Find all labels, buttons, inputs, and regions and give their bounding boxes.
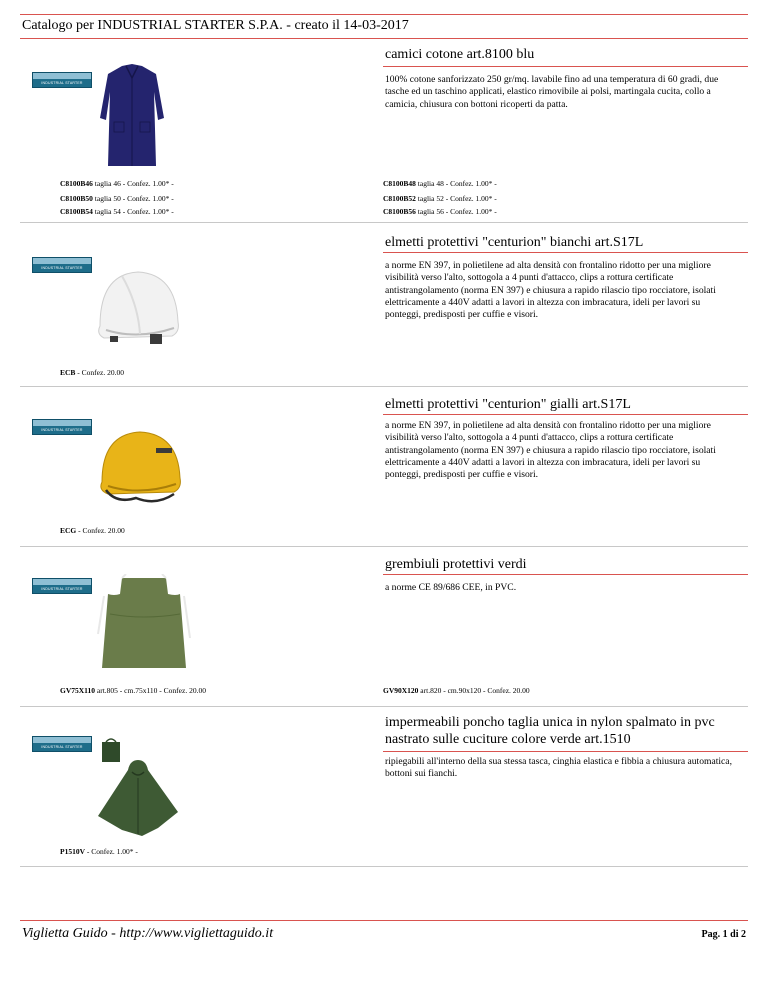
title-rule: [383, 66, 748, 67]
product-title: grembiuli protettivi verdi: [385, 557, 527, 572]
brand-logo: INDUSTRIAL STARTER: [32, 419, 92, 435]
product-description: ripiegabili all'interno della sua stessa tasca, cinghia elastica e fibbia a chiusura automatica, bottoni sui fianchi.: [385, 756, 732, 780]
product-separator: [20, 546, 748, 547]
page-header: [20, 14, 748, 39]
title-rule: [383, 252, 748, 253]
variant-entry: C8100B50 taglia 50 - Confez. 1.00* -: [60, 194, 174, 203]
product-description: a norme EN 397, in polietilene ad alta densità con frontalino ridotto per una migliore visibilità verso l'alto, sottogola a 4 punti d'attacco, clips a rottura certificate antistrangolamento (norma EN 397) e chiusura a rapido rilascio tipo rocciatore, isolati elettricamente a 440V adatti a lavori in altezza con imbracatura, ideli per lavori su ponteggi, predisposti per cuffie e visori.: [385, 420, 716, 481]
product-separator: [20, 866, 748, 867]
brand-logo: INDUSTRIAL STARTER: [32, 72, 92, 88]
brand-logo: INDUSTRIAL STARTER: [32, 736, 92, 752]
product-image-green-apron: [96, 574, 192, 670]
variant-entry: GV75X110 art.805 - cm.75x110 - Confez. 20.00: [60, 686, 206, 695]
variant-entry: ECG - Confez. 20.00: [60, 526, 125, 535]
page-number: Pag. 1 di 2: [701, 929, 746, 940]
catalog-title: Catalogo per INDUSTRIAL STARTER S.P.A. - creato il 14-03-2017: [22, 18, 409, 33]
product-title: camici cotone art.8100 blu: [385, 47, 535, 62]
product-image-white-helmet: [92, 264, 184, 354]
variant-entry: C8100B48 taglia 48 - Confez. 1.00* -: [383, 179, 497, 188]
brand-logo: INDUSTRIAL STARTER: [32, 257, 92, 273]
variant-entry: GV90X120 art.820 - cm.90x120 - Confez. 20.00: [383, 686, 530, 695]
product-title: elmetti protettivi "centurion" gialli art.S17L: [385, 397, 631, 412]
header-bottom-rule: [20, 38, 748, 39]
title-rule: [383, 751, 748, 752]
variant-entry: C8100B52 taglia 52 - Confez. 1.00* -: [383, 194, 497, 203]
product-image-lab-coat: [96, 62, 168, 168]
variant-entry: C8100B54 taglia 54 - Confez. 1.00* -: [60, 207, 174, 216]
product-description: a norme EN 397, in polietilene ad alta densità con frontalino ridotto per una migliore visibilità verso l'alto, sottogola a 4 punti d'attacco, clips a rottura certificate antistrangolamento (norma EN 397) e chiusura a rapido rilascio tipo rocciatore, isolati elettricamente a 440V adatti a lavori in altezza con imbracatura, ideli per lavori su ponteggi, predisposti per cuffie e visori.: [385, 260, 716, 321]
footer-author: Viglietta Guido - http://www.vigliettaguido.it: [22, 926, 274, 941]
title-rule: [383, 574, 748, 575]
product-separator: [20, 706, 748, 707]
variant-entry: ECB - Confez. 20.00: [60, 368, 124, 377]
product-title: elmetti protettivi "centurion" bianchi art.S17L: [385, 235, 644, 250]
product-description: 100% cotone sanforizzato 250 gr/mq. lavabile fino ad una temperatura di 60 gradi, due tasche ed un taschino applicati, elastico rimovibile ai polsi, martingala cucita, collo a camicia, chiusura con bottoni ricoperti da patta.: [385, 74, 719, 110]
brand-logo: INDUSTRIAL STARTER: [32, 578, 92, 594]
product-title: impermeabili poncho taglia unica in nylon spalmato in pvc nastrato sulle cuciture colore verde art.1510: [385, 715, 715, 747]
product-separator: [20, 386, 748, 387]
variant-entry: C8100B56 taglia 56 - Confez. 1.00* -: [383, 207, 497, 216]
footer-rule: [20, 920, 748, 921]
product-image-yellow-helmet: [96, 428, 186, 510]
product-image-green-poncho: [92, 738, 184, 838]
variant-entry: C8100B46 taglia 46 - Confez. 1.00* -: [60, 179, 174, 188]
product-separator: [20, 222, 748, 223]
variant-entry: P1510V - Confez. 1.00* -: [60, 847, 138, 856]
title-rule: [383, 414, 748, 415]
product-description: a norme CE 89/686 CEE, in PVC.: [385, 582, 517, 593]
